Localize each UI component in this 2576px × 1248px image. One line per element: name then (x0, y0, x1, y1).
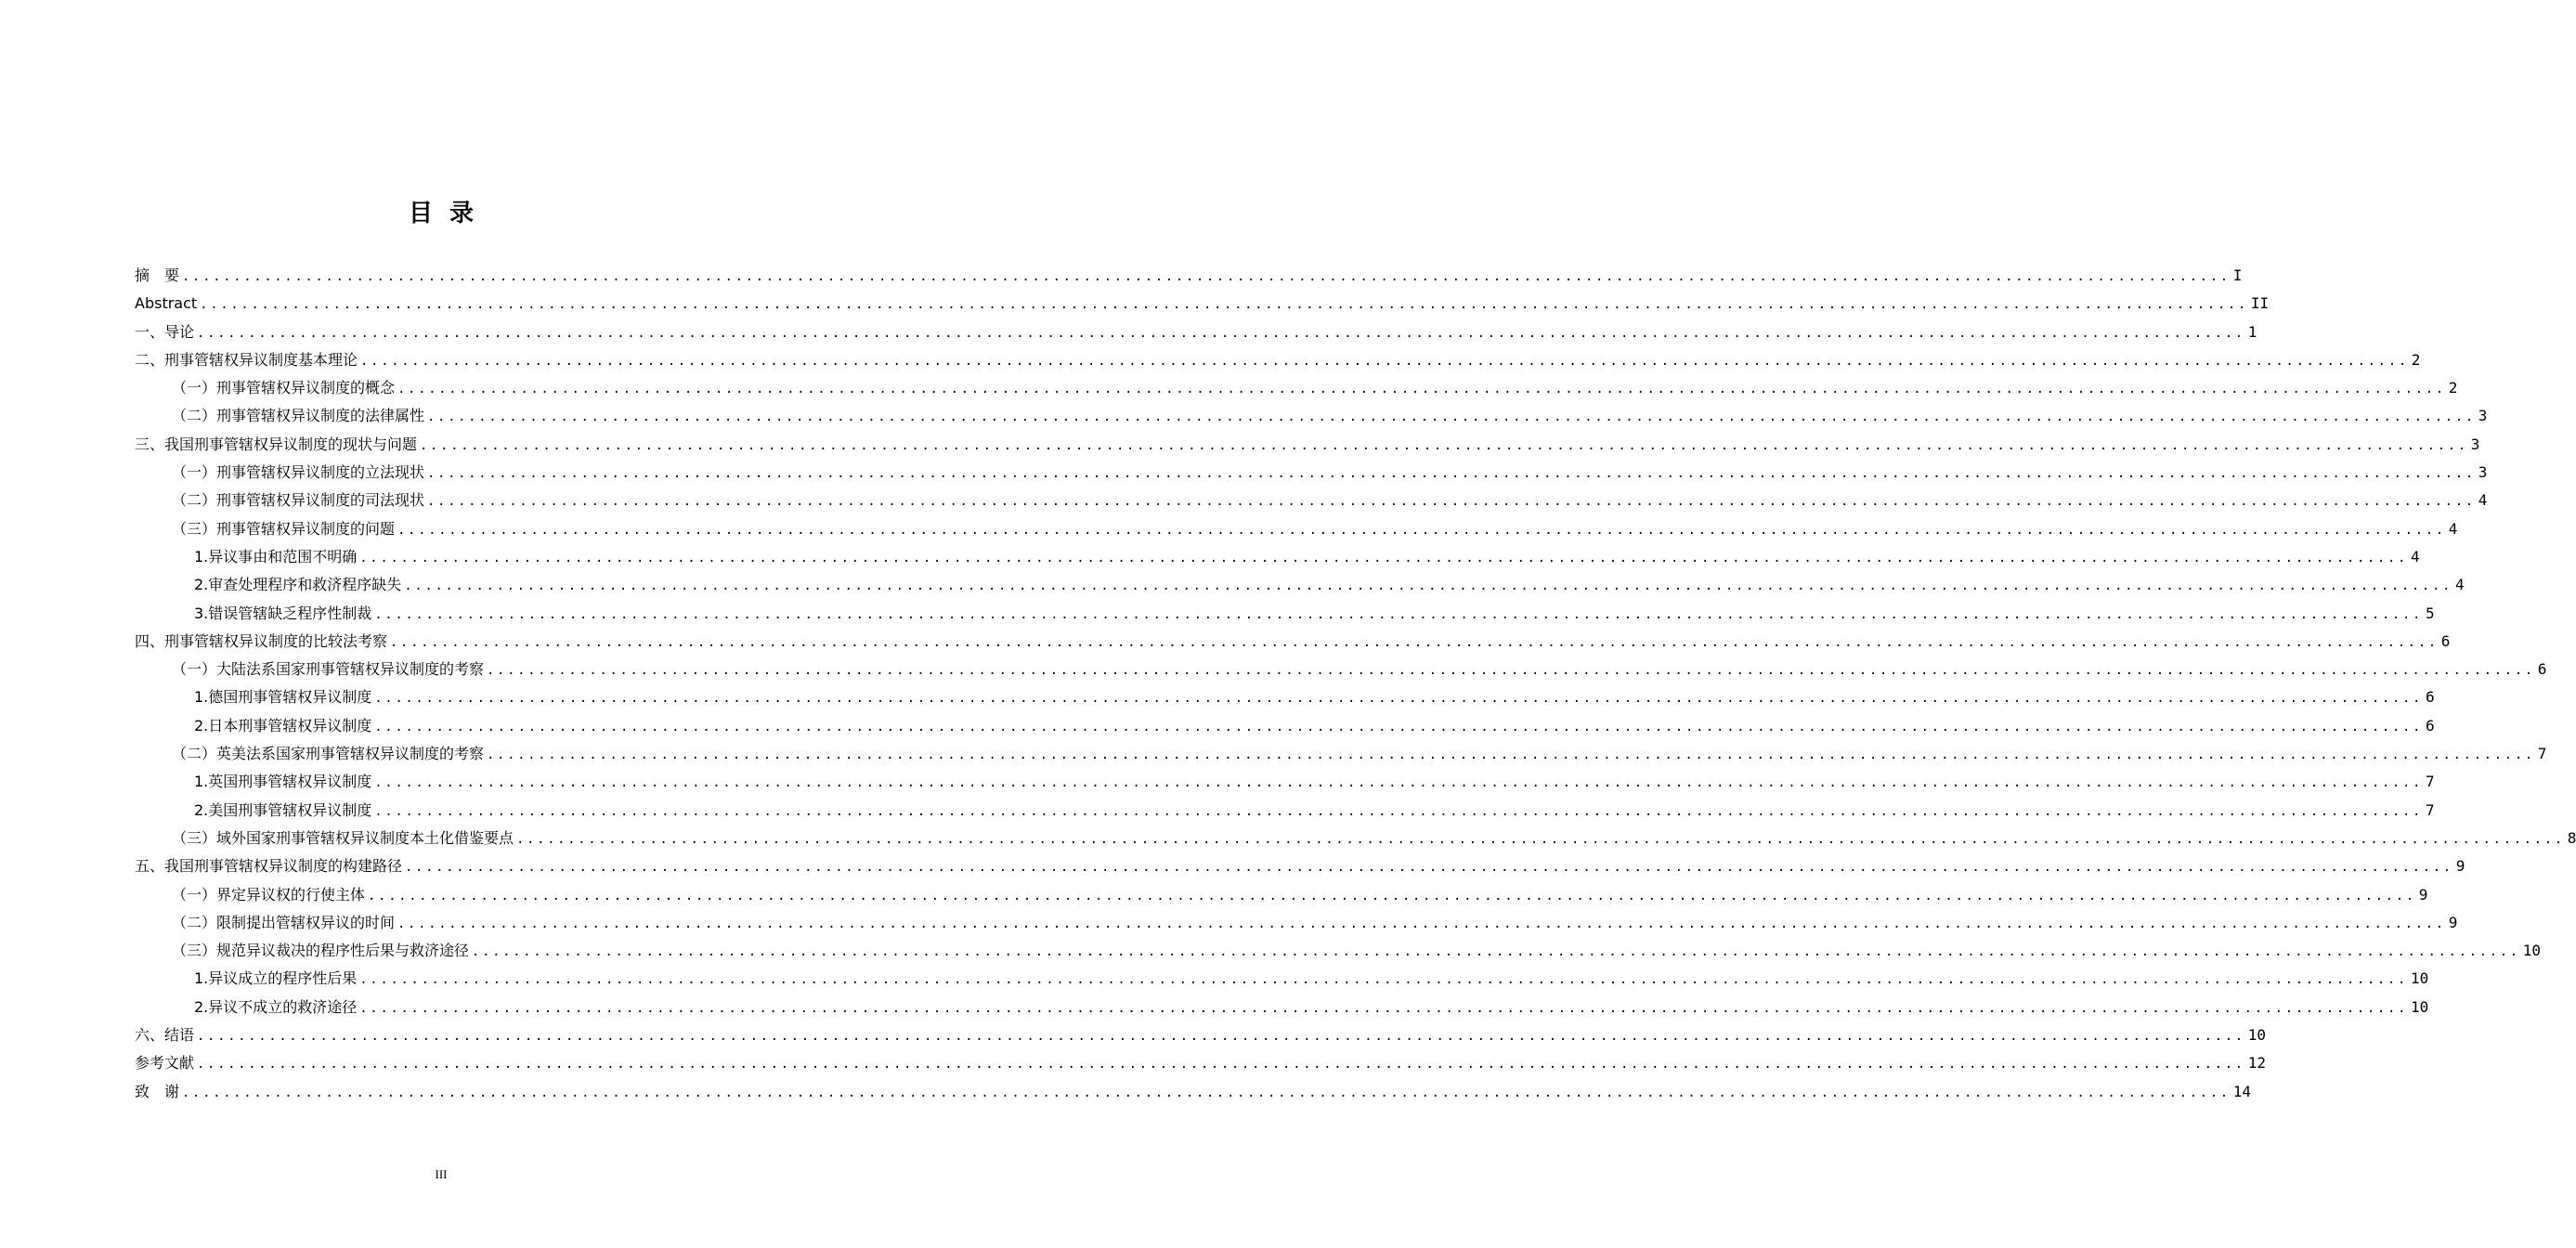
toc-entry-label: 三、我国刑事管辖权异议制度的现状与问题 (135, 435, 418, 453)
toc-leader-dots: ........................................................................................................................................................................................................ (374, 803, 2424, 819)
toc-entry[interactable] (135, 909, 2458, 937)
toc-leader-dots: ........................................................................................................................................................................................................ (368, 888, 2416, 904)
toc-entry-label: （三）规范异议裁决的程序性后果与救济途径 (172, 942, 470, 960)
table-of-contents (135, 262, 2576, 1106)
toc-entry[interactable] (135, 712, 2435, 740)
toc-entry-page: 3 (2470, 435, 2480, 453)
toc-entry-label: （二）限制提出管辖权异议的时间 (172, 913, 396, 931)
toc-entry-label: 1.异议事由和范围不明确 (194, 547, 358, 566)
toc-leader-dots: ........................................................................................................................................................................................................ (359, 550, 2409, 566)
toc-entry[interactable] (135, 1049, 2267, 1077)
toc-entry-page: 6 (2537, 660, 2547, 679)
toc-entry[interactable] (135, 825, 2576, 852)
toc-entry[interactable] (135, 600, 2435, 628)
toc-entry-page: 4 (2478, 491, 2488, 510)
toc-entry[interactable] (135, 656, 2547, 683)
toc-entry-page: 6 (2440, 631, 2451, 650)
toc-entry[interactable] (135, 431, 2480, 459)
toc-entry-page: 14 (2232, 1082, 2252, 1100)
toc-leader-dots: ........................................................................................................................................................................................................ (374, 719, 2424, 734)
toc-entry-page: 8 (2567, 828, 2576, 847)
toc-entry-label: （一）界定异议权的行使主体 (172, 885, 366, 904)
toc-entry-label: 1.异议成立的程序性后果 (194, 969, 358, 988)
toc-leader-dots: ........................................................................................................................................................................................................ (397, 916, 2446, 931)
toc-entry-page: 6 (2426, 688, 2435, 707)
toc-leader-dots: ........................................................................................................................................................................................................ (374, 775, 2424, 791)
toc-entry-label: 1.德国刑事管辖权异议制度 (194, 688, 372, 707)
toc-entry[interactable] (135, 318, 2257, 346)
toc-entry-label: （一）刑事管辖权异议制度的立法现状 (172, 463, 425, 482)
toc-entry-page: 3 (2478, 407, 2488, 425)
toc-leader-dots: ........................................................................................................................................................................................................ (360, 353, 2409, 369)
toc-entry[interactable] (135, 852, 2465, 880)
toc-entry-page: 4 (2448, 519, 2458, 538)
toc-leader-dots: ........................................................................................................................................................................................................ (487, 748, 2535, 763)
toc-entry-page: 9 (2448, 913, 2458, 931)
toc-entry[interactable] (135, 937, 2542, 965)
toc-entry-label: 六、结语 (135, 1026, 195, 1045)
toc-leader-dots: ........................................................................................................................................................................................................ (200, 297, 2248, 313)
toc-entry-label: （三）域外国家刑事管辖权异议制度本土化借鉴要点 (172, 828, 514, 847)
toc-entry-page: 3 (2478, 463, 2488, 482)
toc-leader-dots: ........................................................................................................................................................................................................ (427, 410, 2476, 425)
toc-entry[interactable] (135, 628, 2451, 656)
toc-entry-page: 9 (2455, 857, 2465, 876)
toc-leader-dots: ........................................................................................................................................................................................................ (397, 382, 2446, 397)
toc-entry[interactable] (135, 515, 2458, 543)
toc-leader-dots: ........................................................................................................................................................................................................ (359, 1000, 2409, 1016)
toc-entry[interactable] (135, 797, 2435, 825)
toc-entry-page: 12 (2247, 1054, 2267, 1072)
toc-entry-label: 3.错误管辖缺乏程序性制裁 (194, 604, 372, 622)
toc-entry-page: 4 (2455, 576, 2465, 594)
toc-leader-dots: ........................................................................................................................................................................................................ (427, 466, 2476, 482)
toc-leader-dots: ........................................................................................................................................................................................................ (420, 437, 2468, 453)
toc-entry[interactable] (135, 346, 2421, 374)
toc-entry-label: 二、刑事管辖权异议制度基本理论 (135, 350, 358, 369)
toc-entry-page: 10 (2411, 997, 2429, 1016)
toc-entry-label: （一）刑事管辖权异议制度的概念 (172, 379, 396, 397)
toc-leader-dots: ........................................................................................................................................................................................................ (182, 269, 2231, 284)
toc-entry-label: （二）刑事管辖权异议制度的司法现状 (172, 491, 425, 510)
toc-entry-label: （三）刑事管辖权异议制度的问题 (172, 519, 396, 538)
toc-leader-dots: ........................................................................................................................................................................................................ (374, 606, 2424, 622)
toc-entry[interactable] (135, 543, 2420, 571)
toc-entry-page: 4 (2411, 547, 2420, 566)
toc-entry[interactable] (135, 1021, 2267, 1049)
toc-entry-page: 6 (2426, 716, 2435, 734)
toc-entry-label: 2.审查处理程序和救济程序缺失 (194, 576, 402, 594)
toc-entry-page: 9 (2418, 885, 2428, 904)
toc-leader-dots: ........................................................................................................................................................................................................ (197, 1029, 2245, 1045)
toc-entry[interactable] (135, 683, 2435, 711)
toc-entry[interactable] (135, 402, 2488, 430)
toc-entry-page: 10 (2247, 1026, 2267, 1045)
toc-entry-page: 2 (2448, 379, 2458, 397)
toc-leader-dots: ........................................................................................................................................................................................................ (390, 634, 2439, 650)
toc-leader-dots: ........................................................................................................................................................................................................ (197, 325, 2245, 341)
toc-leader-dots: ........................................................................................................................................................................................................ (359, 972, 2409, 988)
toc-leader-dots: ........................................................................................................................................................................................................ (182, 1085, 2231, 1100)
toc-entry-label: 五、我国刑事管辖权异议制度的构建路径 (135, 857, 403, 876)
toc-entry[interactable] (135, 290, 2270, 318)
toc-entry-label: （二）刑事管辖权异议制度的法律属性 (172, 407, 425, 425)
toc-entry-page: 2 (2411, 350, 2421, 369)
toc-entry[interactable] (135, 487, 2488, 514)
toc-entry[interactable] (135, 374, 2458, 402)
toc-entry-page: I (2232, 266, 2243, 284)
page-number-footer: III (435, 1167, 448, 1181)
toc-entry-label: （一）大陆法系国家刑事管辖权异议制度的考察 (172, 660, 485, 679)
toc-leader-dots: ........................................................................................................................................................................................................ (374, 691, 2424, 707)
toc-entry-label: 致 谢 (135, 1082, 180, 1100)
toc-entry-page: 5 (2426, 604, 2435, 622)
toc-entry-page: 7 (2426, 773, 2435, 791)
toc-entry-page: II (2250, 294, 2270, 313)
toc-entry-label: 一、导论 (135, 322, 195, 341)
toc-entry-page: 7 (2426, 800, 2435, 819)
toc-entry[interactable] (135, 262, 2243, 290)
toc-title: 目录 (408, 200, 490, 228)
toc-entry-page: 7 (2537, 745, 2547, 763)
toc-entry-label: 2.美国刑事管辖权异议制度 (194, 800, 372, 819)
toc-entry-label: 1.英国刑事管辖权异议制度 (194, 773, 372, 791)
toc-entry-label: 摘 要 (135, 266, 180, 284)
toc-entry-page: 10 (2522, 942, 2542, 960)
toc-entry-label: 2.日本刑事管辖权异议制度 (194, 716, 372, 734)
toc-entry-label: 2.异议不成立的救济途径 (194, 997, 358, 1016)
toc-leader-dots: ........................................................................................................................................................................................................ (516, 831, 2565, 847)
toc-entry-label: （二）英美法系国家刑事管辖权异议制度的考察 (172, 745, 485, 763)
toc-entry[interactable] (135, 881, 2428, 909)
toc-leader-dots: ........................................................................................................................................................................................................ (472, 944, 2520, 960)
toc-leader-dots: ........................................................................................................................................................................................................ (404, 578, 2453, 594)
toc-entry-page: 10 (2411, 969, 2429, 988)
toc-leader-dots: ........................................................................................................................................................................................................ (197, 1057, 2245, 1072)
toc-entry[interactable] (135, 571, 2465, 599)
toc-entry[interactable] (135, 768, 2435, 796)
toc-entry-label: Abstract (135, 294, 198, 313)
toc-entry-label: 参考文献 (135, 1054, 195, 1072)
toc-entry[interactable] (135, 1078, 2252, 1106)
toc-entry[interactable] (135, 965, 2429, 993)
toc-entry[interactable] (135, 459, 2488, 487)
toc-leader-dots: ........................................................................................................................................................................................................ (405, 860, 2453, 876)
toc-entry-page: 1 (2247, 322, 2257, 341)
toc-entry[interactable] (135, 740, 2547, 768)
toc-entry[interactable] (135, 994, 2429, 1021)
toc-leader-dots: ........................................................................................................................................................................................................ (487, 663, 2535, 679)
toc-leader-dots: ........................................................................................................................................................................................................ (427, 494, 2476, 510)
toc-leader-dots: ........................................................................................................................................................................................................ (397, 522, 2446, 538)
toc-entry-label: 四、刑事管辖权异议制度的比较法考察 (135, 631, 388, 650)
